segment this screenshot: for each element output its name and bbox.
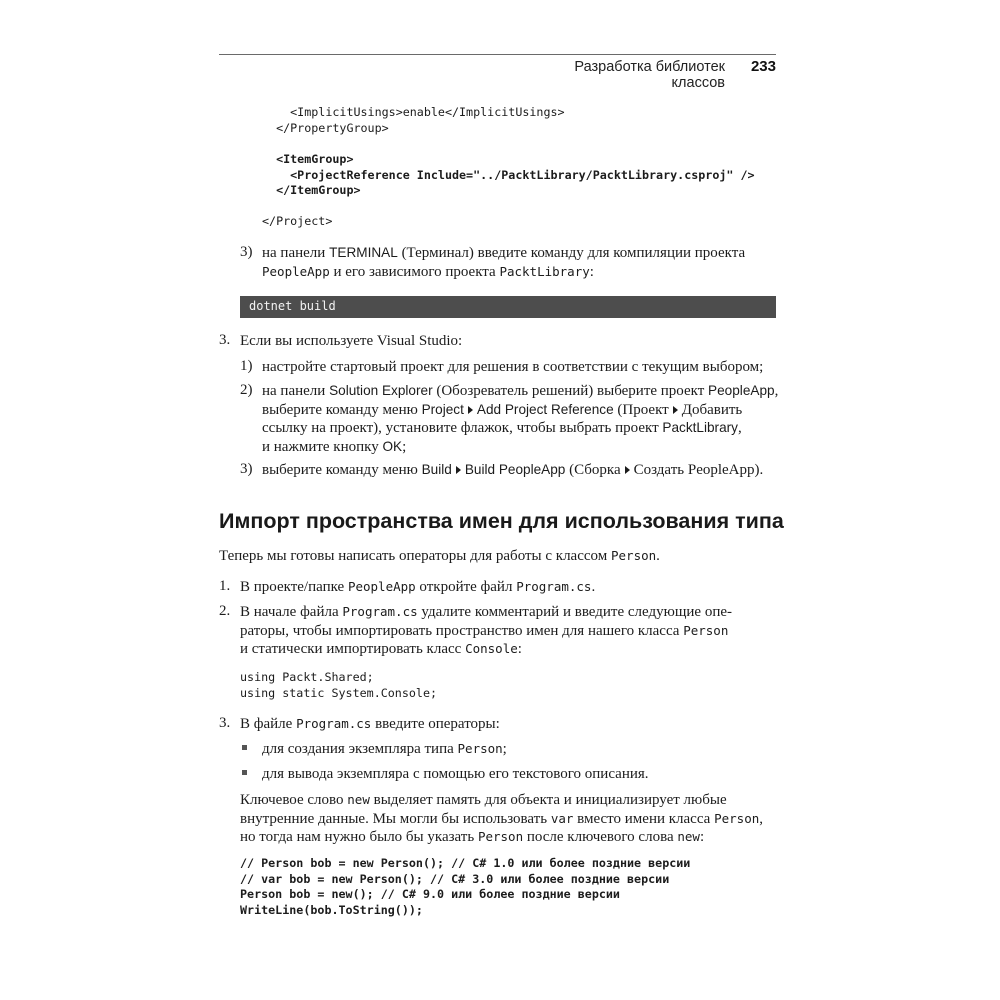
substep-terminal-text: на панели TERMINAL (Терминал) введите команду для компиляции проекта PeopleApp и его зависимого проекта PacktLibrary:	[262, 245, 746, 280]
bullet-item-1: для создания экземпляра типа Person;	[262, 741, 507, 757]
inline-code: PeopleApp	[262, 263, 330, 279]
code-line-bold: </ItemGroup>	[262, 183, 361, 197]
code-line: using static System.Console;	[240, 686, 438, 700]
code-line: <ImplicitUsings>enable</ImplicitUsings>	[262, 105, 565, 119]
code-line-bold: // Person bob = new Person(); // C# 1.0 или более поздние версии	[240, 856, 691, 870]
code-line: </Project>	[262, 214, 333, 228]
vs-intro-text: Если вы используете Visual Studio:	[240, 333, 463, 349]
code-line-bold: // var bob = new Person(); // C# 3.0 или более поздние версии	[240, 872, 670, 886]
inline-code: PacktLibrary	[499, 263, 590, 279]
step-2-text: В начале файла Program.cs удалите комментарий и введите следующие опе- раторы, чтобы импортировать пространство имен для нашего класса Person и статически импортировать класс Console:	[240, 604, 732, 658]
vs-item-1: настройте стартовый проект для решения в соответствии с текущим выбором;	[262, 359, 764, 375]
bullet-item-2: для вывода экземпляра с помощью его текстового описания.	[262, 766, 649, 782]
step-3-text: В файле Program.cs введите операторы:	[240, 716, 500, 732]
step-number: 2.	[219, 603, 231, 619]
running-header-title: Разработка библиотек классов	[574, 59, 725, 91]
substep-number: 2)	[240, 382, 253, 398]
bullet-icon	[242, 745, 247, 750]
substep-number: 1)	[240, 358, 253, 374]
menu-arrow-icon	[673, 406, 678, 414]
step-number: 3.	[219, 715, 231, 731]
step-number: 3.	[219, 332, 231, 348]
vs-item-2: на панели Solution Explorer (Обозреватель решений) выберите проект PeopleApp, выберите команду меню Project Add Project Reference (Проект Добавить ссылку на проект), установите флажок, чтобы выбрать проект PacktLibrary, и нажмите кнопку OK;	[262, 383, 779, 455]
code-line-bold: Person bob = new(); // C# 9.0 или более поздние версии	[240, 887, 620, 901]
menu-arrow-icon	[468, 406, 473, 414]
intro-paragraph: Теперь мы готовы написать операторы для работы с классом Person.	[219, 548, 660, 564]
substep-number: 3)	[240, 244, 253, 260]
code-line: using Packt.Shared;	[240, 670, 374, 684]
step-number: 1.	[219, 578, 231, 594]
terminal-term: TERMINAL	[329, 245, 398, 260]
page-number: 233	[750, 58, 776, 75]
command-text: dotnet build	[249, 299, 336, 313]
substep-number: 3)	[240, 461, 253, 477]
keyword-paragraph: Ключевое слово new выделяет память для объекта и инициализирует любые внутренние данные. Мы могли бы использовать var вместо имени класса Person, но тогда нам нужно было бы указать Person после ключевого слова new:	[240, 792, 763, 846]
step-1-text: В проекте/папке PeopleApp откройте файл Program.cs.	[240, 579, 596, 595]
vs-item-3: выберите команду меню Build Build PeopleApp (Сборка Создать PeopleApp).	[262, 462, 764, 478]
code-line: </PropertyGroup>	[262, 121, 389, 135]
code-line-bold: <ItemGroup>	[262, 152, 354, 166]
section-heading: Импорт пространства имен для использования типа	[219, 509, 784, 533]
code-line-bold: WriteLine(bob.ToString());	[240, 903, 423, 917]
header-rule	[219, 54, 776, 55]
menu-arrow-icon	[456, 466, 461, 474]
bullet-icon	[242, 770, 247, 775]
menu-arrow-icon	[625, 466, 630, 474]
command-bar	[240, 296, 776, 318]
code-line-bold: <ProjectReference Include="../PacktLibrary/PacktLibrary.csproj" />	[262, 168, 755, 182]
